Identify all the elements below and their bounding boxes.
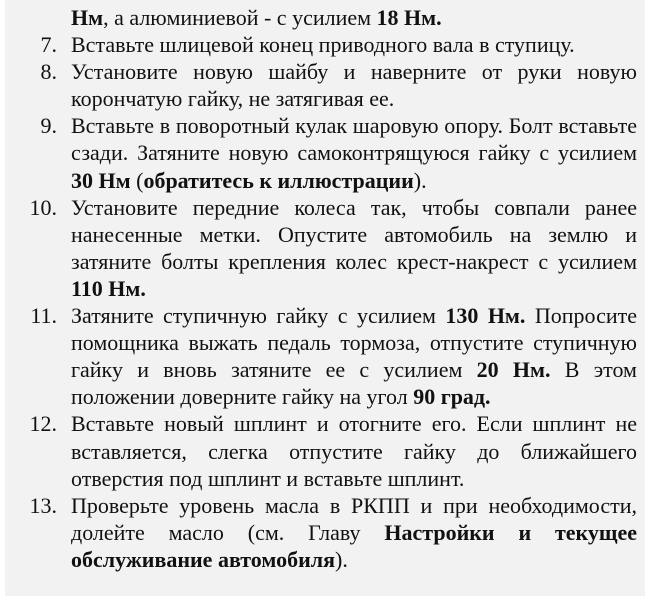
step-number: 11. xyxy=(30,303,57,329)
text-bold: обратитесь к иллюстрации xyxy=(143,167,414,193)
step-13 xyxy=(5,492,645,573)
step-text xyxy=(71,302,637,410)
step-number: 8. xyxy=(40,59,57,85)
step-10 xyxy=(5,194,645,302)
text-segment: , а алюминиевой - с усилием xyxy=(103,5,377,30)
text-bold: 30 Нм xyxy=(71,167,131,193)
text-bold: 110 Нм. xyxy=(71,275,146,301)
text-segment: Вставьте в поворотный кулак шаровую опору. Болт вставьте сзади. Затяните новую самоконтрящуюся гайку с усилием xyxy=(71,113,637,166)
text-bold: 130 Нм. xyxy=(445,303,526,329)
text-segment: Установите передние колеса так, чтобы совпали ранее нанесенные метки. Опустите автомобиль на землю и затяните болты крепления колес крест-накрест с усилием xyxy=(71,194,637,274)
text-bold: 20 Нм. xyxy=(476,357,551,383)
text-bold: Настройки и текущее обслуживание автомобиля xyxy=(71,519,637,572)
text-segment: Затяните ступичную гайку с усилием xyxy=(71,303,446,329)
step-text xyxy=(71,31,637,58)
step-9 xyxy=(5,112,645,193)
text-segment: ( xyxy=(130,167,144,193)
continuation-body xyxy=(71,5,442,30)
step-number: 10. xyxy=(29,194,57,220)
document-page xyxy=(5,0,645,596)
step-text xyxy=(71,194,637,302)
text-segment: ). xyxy=(413,167,427,193)
text-bold: 90 град. xyxy=(413,384,491,410)
step-number: 9. xyxy=(40,113,57,139)
step-text xyxy=(71,58,637,112)
continuation-text xyxy=(5,4,645,31)
text-segment: ). xyxy=(335,546,348,572)
step-number: 12. xyxy=(29,411,57,437)
step-number: 7. xyxy=(40,32,57,58)
step-text xyxy=(71,492,637,573)
text-segment: Проверьте уровень масла в РКПП и при необходимости, долейте масло (см. Главу xyxy=(71,492,637,545)
text-segment: Вставьте шлицевой конец приводного вала в ступицу. xyxy=(71,32,575,58)
step-text xyxy=(71,410,637,491)
step-number: 13. xyxy=(29,492,57,518)
text-segment: Вставьте новый шплинт и отогните его. Если шплинт не вставляется, слегка отпустите гайку до ближайшего отверстия под шплинт и вставьте шплинт. xyxy=(71,411,637,491)
step-12 xyxy=(5,410,645,491)
step-8 xyxy=(5,58,645,112)
text-bold: Нм xyxy=(71,5,104,30)
step-7 xyxy=(5,31,645,58)
text-segment: Попросите помощника выжать педаль тормоза, отпустите ступичную гайку и вновь затяните ее с усилием xyxy=(71,303,637,383)
step-11 xyxy=(5,302,645,410)
text-bold: 18 Нм. xyxy=(376,5,442,30)
text-segment: В этом положении доверните гайку на угол xyxy=(71,357,637,410)
text-segment: Установите новую шайбу и наверните от руки новую корончатую гайку, не затягивая ее. xyxy=(71,59,637,112)
step-text xyxy=(71,112,637,193)
